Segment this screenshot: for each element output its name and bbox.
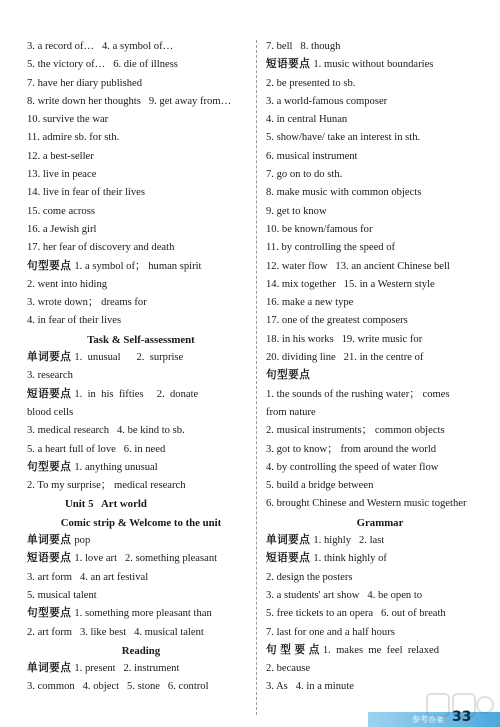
answer-text: 6. brought Chinese and Western music together [266, 498, 467, 510]
answer-line [266, 221, 494, 239]
key-points-label: 句型要点 [266, 370, 311, 382]
answer-line [266, 258, 494, 276]
answer-line [27, 221, 255, 239]
answer-text: 3. got to know； from around the world [266, 443, 437, 455]
answer-text: 17. one of the greatest composers [266, 315, 408, 327]
answer-text: 1. present 2. instrument [74, 663, 180, 675]
answer-line [266, 660, 494, 678]
answer-text: 7. last for one and a half hours [266, 626, 395, 638]
answer-text: 3. a record of… 4. a symbol of… [27, 41, 174, 52]
answer-line [27, 441, 255, 459]
answer-text: 1. unusual 2. surprise [74, 352, 184, 364]
answer-line [27, 459, 255, 477]
answer-text: 2. To my surprise； medical research [27, 480, 186, 492]
answer-line [27, 477, 255, 495]
answer-line [266, 38, 494, 56]
answer-line [27, 404, 255, 422]
answer-line [27, 624, 255, 642]
answer-text: 7. have her diary published [27, 77, 143, 89]
answer-text: 3. a world-famous composer [266, 95, 388, 107]
answer-line [266, 624, 494, 642]
key-points-label: 句型要点 [27, 608, 72, 620]
answer-text: 3. a students' art show 4. be open to [266, 589, 423, 601]
answer-text: 5. the victory of… 6. die of illness [27, 59, 178, 71]
answer-line [266, 331, 494, 349]
answer-text: 18. in his works 19. write music for [266, 333, 423, 345]
answer-line [266, 239, 494, 257]
answer-line [27, 93, 255, 111]
key-points-label: 短语要点 [27, 553, 72, 565]
answer-line [27, 56, 255, 74]
answer-text: 2. design the posters [266, 571, 353, 583]
key-points-label: 单词要点 [27, 352, 72, 364]
section-heading [27, 642, 255, 660]
answer-text: 10. survive the war [27, 114, 109, 126]
answer-text: 1. the sounds of the rushing water； comes [266, 388, 450, 400]
answer-text: 5. musical talent [27, 589, 97, 601]
answer-line [27, 148, 255, 166]
answer-text: 13. live in peace [27, 169, 97, 181]
answer-text: 4. in central Hunan [266, 114, 348, 126]
answer-text: 9. get to know [266, 205, 327, 217]
left-column [27, 38, 255, 697]
key-points-label: 短语要点 [266, 553, 311, 565]
answer-line [266, 605, 494, 623]
answer-text: 3. common 4. object 5. stone 6. control [27, 681, 209, 693]
answer-text: 10. be known/famous for [266, 223, 373, 235]
answer-line [266, 276, 494, 294]
answer-text: 1. think highly of [313, 553, 387, 565]
key-points-label: 句型要点 [27, 260, 72, 272]
answer-text: 1. a symbol of； human spirit [74, 260, 202, 272]
answer-text: 1. anything unusual [74, 461, 158, 473]
answer-line [266, 75, 494, 93]
answer-text: 6. musical instrument [266, 150, 358, 162]
answer-text: 20. dividing line 21. in the centre of [266, 352, 424, 364]
key-points-label: 单词要点 [27, 535, 72, 547]
answer-text: 2. be presented to sb. [266, 77, 356, 89]
answer-line [266, 111, 494, 129]
answer-text: 3. As 4. in a minute [266, 681, 354, 693]
answer-line [266, 569, 494, 587]
answer-text: 5. a heart full of love 6. in need [27, 443, 166, 455]
answer-line [266, 477, 494, 495]
answer-text: 11. by controlling the speed of [266, 242, 396, 254]
answer-text: 14. mix together 15. in a Western style [266, 278, 435, 290]
answer-line [27, 258, 255, 276]
key-points-label: 短语要点 [27, 388, 72, 400]
answer-line [27, 203, 255, 221]
answer-line [27, 422, 255, 440]
answer-text: Reading [121, 644, 161, 657]
right-column [266, 38, 494, 697]
answer-line [27, 605, 255, 623]
answer-line [27, 367, 255, 385]
answer-text: 7. go on to do sth. [266, 169, 343, 181]
key-points-label: 短语要点 [266, 59, 311, 71]
answer-line [27, 75, 255, 93]
answer-line [27, 550, 255, 568]
answer-text: 11. admire sb. for sth. [27, 132, 120, 144]
answer-line [266, 532, 494, 550]
answer-text: 3. medical research 4. be kind to sb. [27, 425, 185, 437]
answer-text: 15. come across [27, 205, 95, 217]
answer-line [27, 349, 255, 367]
answer-text: 5. free tickets to an opera 6. out of breath [266, 608, 446, 620]
answer-line [27, 312, 255, 330]
section-heading [27, 514, 255, 532]
answer-line [27, 111, 255, 129]
answer-line [266, 367, 494, 385]
answer-text: 7. bell 8. though [266, 41, 341, 52]
answer-line [266, 441, 494, 459]
answer-line [266, 166, 494, 184]
answer-line [266, 459, 494, 477]
answer-text: 14. live in fear of their lives [27, 187, 145, 199]
key-points-label: 句 型 要 点 [266, 644, 320, 656]
answer-text: 8. write down her thoughts 9. get away from… [27, 95, 232, 107]
page-number: 33 [452, 709, 472, 725]
answer-line [27, 129, 255, 147]
answer-text: 2. musical instruments； common objects [266, 425, 445, 437]
answer-text: 1. highly 2. last [313, 535, 385, 547]
answer-line [266, 203, 494, 221]
answer-line [266, 404, 494, 422]
watermark-logo [425, 690, 495, 720]
answer-text: 1. love art 2. something pleasant [74, 553, 218, 565]
answer-text: 12. a best-seller [27, 150, 94, 162]
answer-text: 17. her fear of discovery and death [27, 242, 175, 254]
section-heading [27, 331, 255, 349]
answer-line [266, 386, 494, 404]
answer-text: Unit 5 Art world [65, 498, 147, 511]
section-heading [266, 514, 494, 532]
answer-text: 2. art form 3. like best 4. musical talent [27, 626, 204, 638]
section-heading [27, 495, 255, 513]
answer-line [27, 569, 255, 587]
answer-text: 1. makes me feel relaxed [322, 644, 440, 656]
answer-text: blood cells [27, 406, 74, 418]
answer-text: 1. in his fifties 2. donate [74, 388, 199, 400]
answer-line [27, 532, 255, 550]
answer-text: Comic strip & Welcome to the unit [60, 516, 222, 529]
answer-text: Grammar [356, 516, 404, 529]
answer-text: 2. went into hiding [27, 278, 108, 290]
answer-line [266, 129, 494, 147]
answer-line [266, 56, 494, 74]
answer-text: 3. art form 4. an art festival [27, 571, 149, 583]
answer-line [27, 184, 255, 202]
answer-text: from nature [266, 406, 316, 418]
answer-line [266, 587, 494, 605]
answer-text: 4. by controlling the speed of water flow [266, 461, 439, 473]
answer-line [266, 184, 494, 202]
answer-line [266, 642, 494, 660]
answer-line [27, 587, 255, 605]
answer-text: 12. water flow 13. an ancient Chinese bell [266, 260, 450, 272]
answer-text: 16. a Jewish girl [27, 223, 97, 235]
answer-line [266, 495, 494, 513]
answer-text: 2. because [266, 663, 311, 675]
answer-text: 3. wrote down； dreams for [27, 297, 147, 309]
answer-line [27, 678, 255, 696]
answer-line [27, 386, 255, 404]
answer-text: 1. something more pleasant than [74, 608, 212, 620]
answer-text: Task & Self-assessment [87, 333, 195, 346]
answer-line [266, 294, 494, 312]
answer-text: 5. show/have/ take an interest in sth. [266, 132, 421, 144]
key-points-label: 句型要点 [27, 461, 72, 473]
answer-line [27, 239, 255, 257]
answer-line [266, 93, 494, 111]
answer-text: 1. music without boundaries [313, 59, 434, 71]
answer-line [27, 660, 255, 678]
answer-line [27, 166, 255, 184]
answer-line [27, 38, 255, 56]
answer-line [266, 422, 494, 440]
key-points-label: 单词要点 [266, 535, 311, 547]
answer-text: 3. research [27, 370, 73, 382]
key-points-label: 单词要点 [27, 663, 72, 675]
answer-text: 16. make a new type [266, 297, 354, 309]
answer-text: 4. in fear of their lives [27, 315, 122, 327]
answer-line [266, 349, 494, 367]
answer-text: 5. build a bridge between [266, 480, 374, 492]
answer-text: pop [74, 535, 91, 547]
answer-text: 8. make music with common objects [266, 187, 422, 199]
answer-line [266, 550, 494, 568]
answer-line [266, 148, 494, 166]
answer-line [266, 312, 494, 330]
footer-label: 参考答案 [412, 715, 444, 724]
answer-line [27, 276, 255, 294]
column-divider [256, 40, 257, 715]
answer-line [27, 294, 255, 312]
